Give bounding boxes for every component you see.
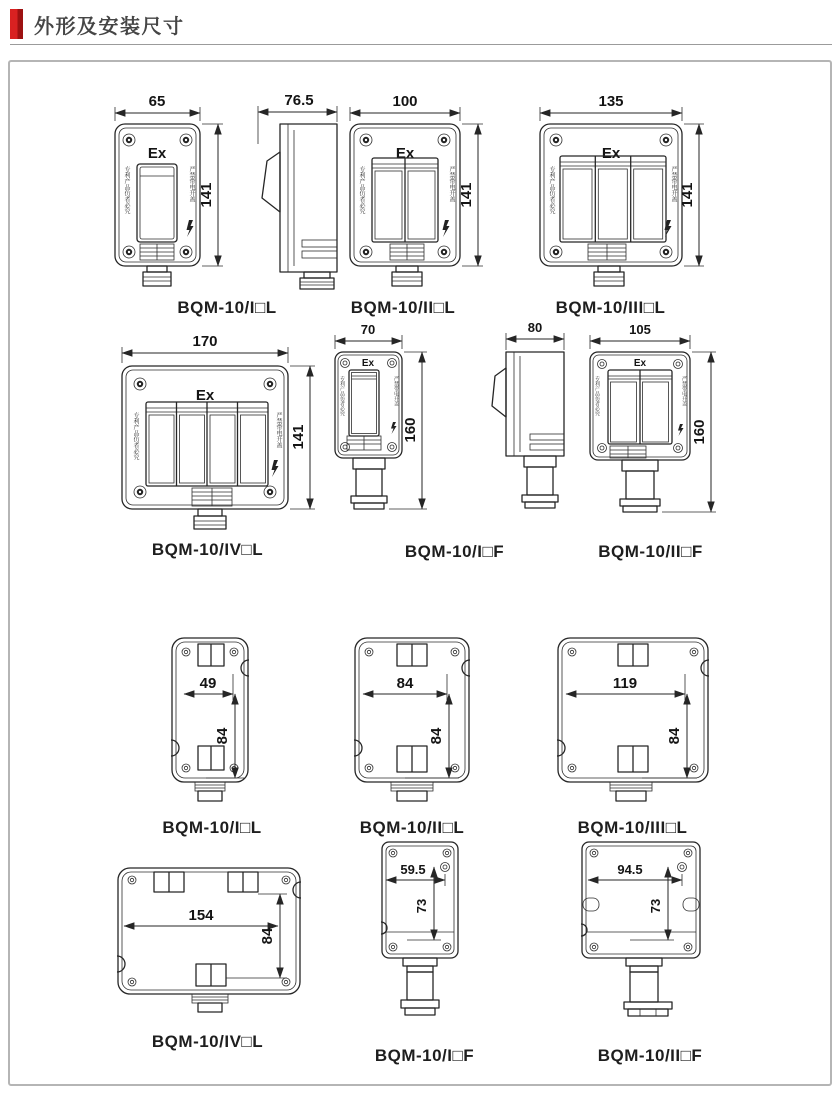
mounting-pedestal — [351, 458, 387, 509]
cable-gland — [300, 272, 334, 289]
width-dim-text: 119 — [612, 675, 638, 692]
ex-mark: Ex — [147, 145, 167, 162]
width-dimension — [540, 93, 682, 121]
bqm10-2f-mounting-drawing — [570, 836, 730, 1038]
warning-text-right: 严禁带电开盖 — [681, 376, 687, 406]
warning-text-right: 严禁带电开盖 — [275, 412, 281, 448]
nameplate — [140, 244, 174, 260]
width-dimension — [115, 93, 200, 121]
header-rule — [10, 44, 832, 45]
width-dim-text: 59.5 — [400, 862, 426, 877]
bqm10-1f-mounting-drawing — [357, 836, 492, 1038]
section-header — [10, 6, 832, 44]
terminal-blocks — [618, 644, 648, 772]
warning-text-right: 严禁带电开盖 — [670, 166, 676, 202]
width-dimension — [506, 320, 564, 350]
figure-bqm10-2l-mounting — [347, 630, 497, 838]
terminal-blocks — [397, 644, 427, 772]
width-dimension — [335, 322, 402, 349]
enclosure-rear-outline — [581, 842, 700, 958]
height-dimension — [630, 867, 674, 940]
bqm10-1f-side-drawing — [472, 320, 582, 534]
width-dimension — [184, 674, 233, 700]
bqm10-1f-front-drawing — [327, 324, 462, 534]
figure-label: BQM-10/I□F — [404, 542, 505, 561]
bqm10-2l-front-drawing — [342, 94, 502, 290]
figure-label: BQM-10/II□L — [359, 818, 465, 837]
height-dim-text: 160 — [402, 417, 419, 443]
figure-bqm10-2f — [582, 324, 757, 562]
height-dimension — [290, 366, 315, 509]
bqm10-4l-mounting-drawing — [110, 860, 325, 1018]
diagram-panel — [8, 60, 832, 1086]
mounting-pedestal — [522, 456, 558, 508]
height-dimension — [206, 694, 244, 778]
figure-bqm10-4l-mounting — [110, 860, 325, 1052]
bqm10-3l-mounting-drawing — [550, 630, 735, 810]
height-dimension — [407, 867, 441, 940]
side-width-dim-text: 76.5 — [284, 92, 314, 109]
warning-text-left: 专利产品仿者必究 — [358, 166, 364, 214]
nameplate — [192, 488, 232, 506]
height-dimension — [458, 124, 483, 266]
height-dim-text: 141 — [198, 182, 215, 208]
cable-gland — [594, 266, 624, 286]
width-dim-text: 154 — [188, 907, 214, 924]
rocker-switch — [349, 370, 379, 436]
height-dimension — [198, 124, 223, 266]
cable-gland — [143, 266, 171, 286]
bqm10-1l-side-drawing — [242, 94, 347, 290]
width-dim-text: 84 — [396, 675, 414, 692]
cable-gland — [192, 994, 228, 1012]
lightning-icon — [391, 422, 397, 434]
width-dimension — [386, 862, 445, 886]
figure-bqm10-3l-mounting — [550, 630, 735, 838]
nameplate — [347, 436, 381, 450]
cable-gland — [194, 509, 226, 529]
warning-text-left: 专利产品仿者必究 — [594, 376, 600, 416]
height-dim-text: 84 — [666, 727, 683, 745]
height-dimension — [226, 894, 287, 978]
height-dimension — [642, 694, 697, 778]
width-dimension — [566, 674, 685, 700]
width-dim-text: 135 — [598, 93, 624, 110]
warning-text-right: 严禁带电开盖 — [188, 166, 194, 202]
nameplate — [390, 244, 424, 260]
width-dim-text: 100 — [392, 93, 418, 110]
bqm10-2l-mounting-drawing — [347, 630, 497, 810]
cable-gland — [610, 782, 652, 801]
width-dimension — [590, 322, 690, 349]
mounting-pedestal — [401, 958, 439, 1015]
warning-text-left: 专利产品仿者必究 — [123, 166, 129, 214]
figure-label: BQM-10/IV□L — [151, 540, 264, 559]
mounting-pedestal — [624, 958, 672, 1016]
width-dim-text: 49 — [199, 675, 217, 692]
height-dim-text: 84 — [259, 927, 276, 945]
warning-text-left: 专利产品仿者必究 — [132, 412, 138, 460]
lightning-icon — [678, 424, 684, 436]
section-title: 外形及安装尺寸 — [34, 16, 185, 38]
figure-bqm10-1l — [107, 94, 347, 318]
terminal-blocks — [198, 644, 224, 770]
enclosure-side-profile — [492, 352, 564, 456]
figure-label: BQM-10/I□L — [177, 298, 277, 317]
figure-bqm10-4l — [114, 332, 339, 560]
cable-gland — [195, 782, 225, 801]
rocker-switches — [608, 370, 672, 444]
ex-mark: Ex — [395, 145, 415, 162]
figure-bqm10-1f — [327, 320, 582, 562]
figure-label: BQM-10/I□F — [374, 1046, 475, 1065]
height-dim-text: 160 — [691, 419, 708, 445]
terminal-blocks — [154, 872, 258, 986]
lightning-icon — [443, 220, 450, 237]
figure-label: BQM-10/III□L — [555, 298, 666, 317]
height-dimension — [679, 124, 704, 266]
width-dim-text: 170 — [192, 333, 218, 350]
cable-gland — [392, 266, 422, 286]
rocker-switches — [372, 158, 438, 242]
warning-text-left: 专利产品仿者必究 — [339, 376, 345, 416]
ex-mark: Ex — [601, 145, 621, 162]
height-dim-text: 141 — [290, 424, 307, 450]
rocker-switch — [137, 164, 177, 242]
figure-label: BQM-10/IV□L — [151, 1032, 264, 1051]
height-dim-text: 141 — [679, 182, 696, 208]
warning-text-right: 严禁带电开盖 — [393, 376, 399, 406]
height-dim-text: 84 — [214, 727, 231, 745]
ex-mark: Ex — [361, 358, 375, 369]
figure-label: BQM-10/II□L — [350, 298, 456, 317]
height-dim-text: 84 — [428, 727, 445, 745]
figure-bqm10-3l — [532, 94, 727, 318]
width-dimension — [363, 674, 447, 700]
width-dimension — [124, 907, 278, 926]
accent-bar — [10, 9, 23, 39]
width-dimension — [258, 92, 337, 144]
mounting-pedestal — [620, 460, 660, 512]
enclosure-rear-outline — [171, 638, 249, 782]
width-dim-text: 70 — [360, 322, 376, 337]
bqm10-2f-front-drawing — [582, 324, 757, 534]
width-dim-text: 65 — [148, 93, 166, 110]
nameplate — [610, 446, 646, 458]
bqm10-3l-front-drawing — [532, 94, 727, 290]
rocker-switches — [560, 156, 666, 242]
width-dim-text: 94.5 — [617, 862, 643, 877]
figure-label: BQM-10/II□F — [597, 1046, 703, 1065]
width-dimension — [350, 93, 460, 121]
width-dimension — [122, 333, 288, 363]
figure-bqm10-1l-mounting — [162, 630, 282, 838]
figure-bqm10-2l — [342, 94, 502, 318]
ex-mark: Ex — [633, 358, 647, 369]
height-dim-text: 141 — [458, 182, 475, 208]
bqm10-4l-front-drawing — [114, 332, 339, 532]
warning-text-left: 专利产品仿者必究 — [548, 166, 554, 214]
figure-label: BQM-10/II□F — [598, 542, 703, 561]
figure-bqm10-1f-mounting — [357, 836, 492, 1066]
height-dim-text: 73 — [414, 898, 429, 914]
figure-label: BQM-10/III□L — [577, 818, 688, 837]
lightning-icon — [272, 460, 279, 477]
enclosure-side-profile — [262, 124, 337, 272]
width-dim-text: 105 — [629, 322, 651, 337]
height-dim-text: 73 — [648, 898, 663, 914]
nameplate — [588, 244, 626, 260]
bqm10-1l-mounting-drawing — [162, 630, 282, 810]
cable-gland — [391, 782, 433, 801]
rocker-switches — [146, 402, 268, 486]
height-dimension — [405, 694, 459, 778]
side-width-dim-text: 80 — [527, 320, 543, 335]
figure-label: BQM-10/I□L — [162, 818, 262, 837]
ex-mark: Ex — [195, 387, 215, 404]
bqm10-1l-front-drawing — [107, 94, 232, 290]
warning-text-right: 严禁带电开盖 — [448, 166, 454, 202]
lightning-icon — [187, 220, 194, 237]
figure-bqm10-2f-mounting — [570, 836, 730, 1066]
